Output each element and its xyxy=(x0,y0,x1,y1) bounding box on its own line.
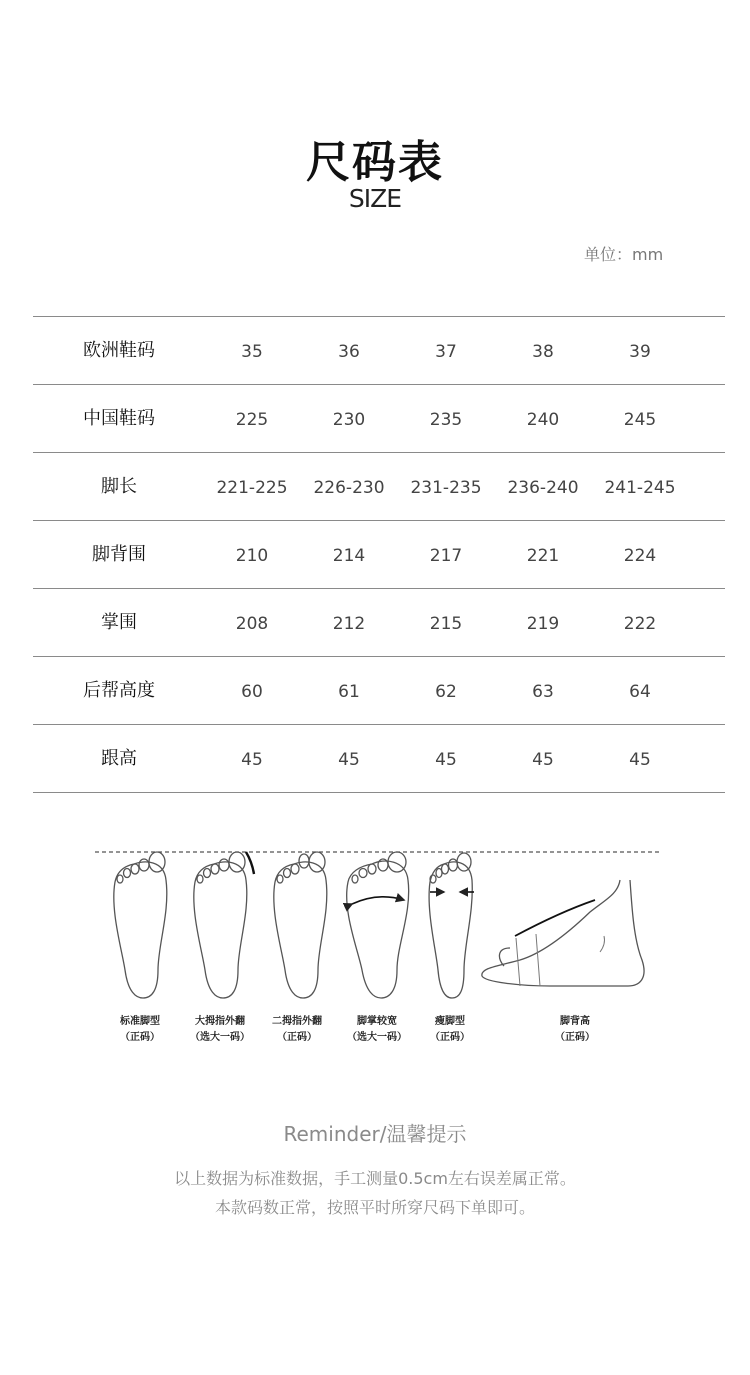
row-label: 跟高 xyxy=(101,748,137,769)
table-cell: 230 xyxy=(332,410,366,430)
foot-type-advice: （正码） xyxy=(120,1032,160,1043)
table-cell: 221-225 xyxy=(216,478,288,498)
foot-type-advice: （选大一码） xyxy=(190,1032,250,1043)
table-cell: 45 xyxy=(241,750,263,770)
table-cell: 225 xyxy=(235,410,269,430)
table-row xyxy=(33,521,725,589)
table-cell: 241-245 xyxy=(604,478,676,498)
table-row xyxy=(33,657,725,725)
foot-type-label: 标准脚型 xyxy=(120,1016,160,1027)
slim-foot-icon xyxy=(429,853,474,998)
wide-foot-icon xyxy=(347,852,409,998)
table-cell: 240 xyxy=(526,410,560,430)
row-label: 掌围 xyxy=(101,612,137,633)
table-cell: 245 xyxy=(623,410,657,430)
table-cell: 45 xyxy=(338,750,360,770)
table-cell: 45 xyxy=(435,750,457,770)
table-cell: 36 xyxy=(338,342,360,362)
table-cell: 231-235 xyxy=(410,478,482,498)
table-cell: 236-240 xyxy=(507,478,579,498)
table-cell: 219 xyxy=(526,614,560,634)
table-cell: 222 xyxy=(623,614,657,634)
table-row xyxy=(33,589,725,657)
reminder-line: 以上数据为标准数据，手工测量0.5cm左右误差属正常。 xyxy=(174,1169,576,1188)
table-cell: 64 xyxy=(629,682,651,702)
table-cell: 208 xyxy=(235,614,269,634)
foot-type-advice: （正码） xyxy=(430,1032,470,1043)
foot-type-illustration xyxy=(90,840,670,1060)
row-label: 中国鞋码 xyxy=(83,408,155,429)
foot-type-label: 大拇指外翻 xyxy=(195,1016,245,1027)
table-cell: 214 xyxy=(332,546,366,566)
table-cell: 226-230 xyxy=(313,478,385,498)
table-cell: 45 xyxy=(532,750,554,770)
table-cell: 60 xyxy=(241,682,263,702)
foot-type-advice: （正码） xyxy=(555,1032,595,1043)
high-instep-foot-icon xyxy=(482,880,644,986)
table-row xyxy=(33,453,725,521)
table-cell: 221 xyxy=(526,546,560,566)
foot-type-label: 二拇指外翻 xyxy=(272,1016,322,1027)
foot-type-label: 脚背高 xyxy=(560,1016,590,1027)
table-cell: 212 xyxy=(332,614,366,634)
table-cell: 63 xyxy=(532,682,554,702)
table-cell: 45 xyxy=(629,750,651,770)
table-cell: 35 xyxy=(241,342,263,362)
table-row xyxy=(33,725,725,793)
page-title: 尺码表 xyxy=(306,137,444,188)
foot-type-label: 脚掌较宽 xyxy=(357,1016,397,1027)
size-table xyxy=(33,316,725,793)
reminder-line: 本款码数正常，按照平时所穿尺码下单即可。 xyxy=(214,1198,535,1217)
foot-type-label: 瘦脚型 xyxy=(435,1016,465,1027)
table-cell: 210 xyxy=(235,546,269,566)
table-cell: 37 xyxy=(435,342,457,362)
table-cell: 38 xyxy=(532,342,554,362)
foot-type-advice: （正码） xyxy=(277,1032,317,1043)
page-subtitle: SIZE xyxy=(348,184,402,213)
table-cell: 61 xyxy=(338,682,360,702)
table-cell: 215 xyxy=(429,614,463,634)
table-row xyxy=(33,385,725,453)
unit-label: 单位：mm xyxy=(584,245,664,264)
second-toe-foot-icon xyxy=(274,852,327,998)
row-label: 后帮高度 xyxy=(83,680,155,701)
table-cell: 235 xyxy=(429,410,463,430)
standard-foot-icon xyxy=(114,852,167,998)
table-cell: 224 xyxy=(623,546,657,566)
table-cell: 217 xyxy=(429,546,463,566)
table-row xyxy=(33,317,725,385)
row-label: 脚长 xyxy=(101,476,137,497)
row-label: 欧洲鞋码 xyxy=(83,340,155,361)
table-cell: 39 xyxy=(629,342,651,362)
reminder-title: Reminder/温馨提示 xyxy=(283,1122,467,1146)
foot-type-advice: （选大一码） xyxy=(347,1032,407,1043)
bunion-foot-icon xyxy=(194,852,254,998)
row-label: 脚背围 xyxy=(92,544,146,565)
table-cell: 62 xyxy=(435,682,457,702)
